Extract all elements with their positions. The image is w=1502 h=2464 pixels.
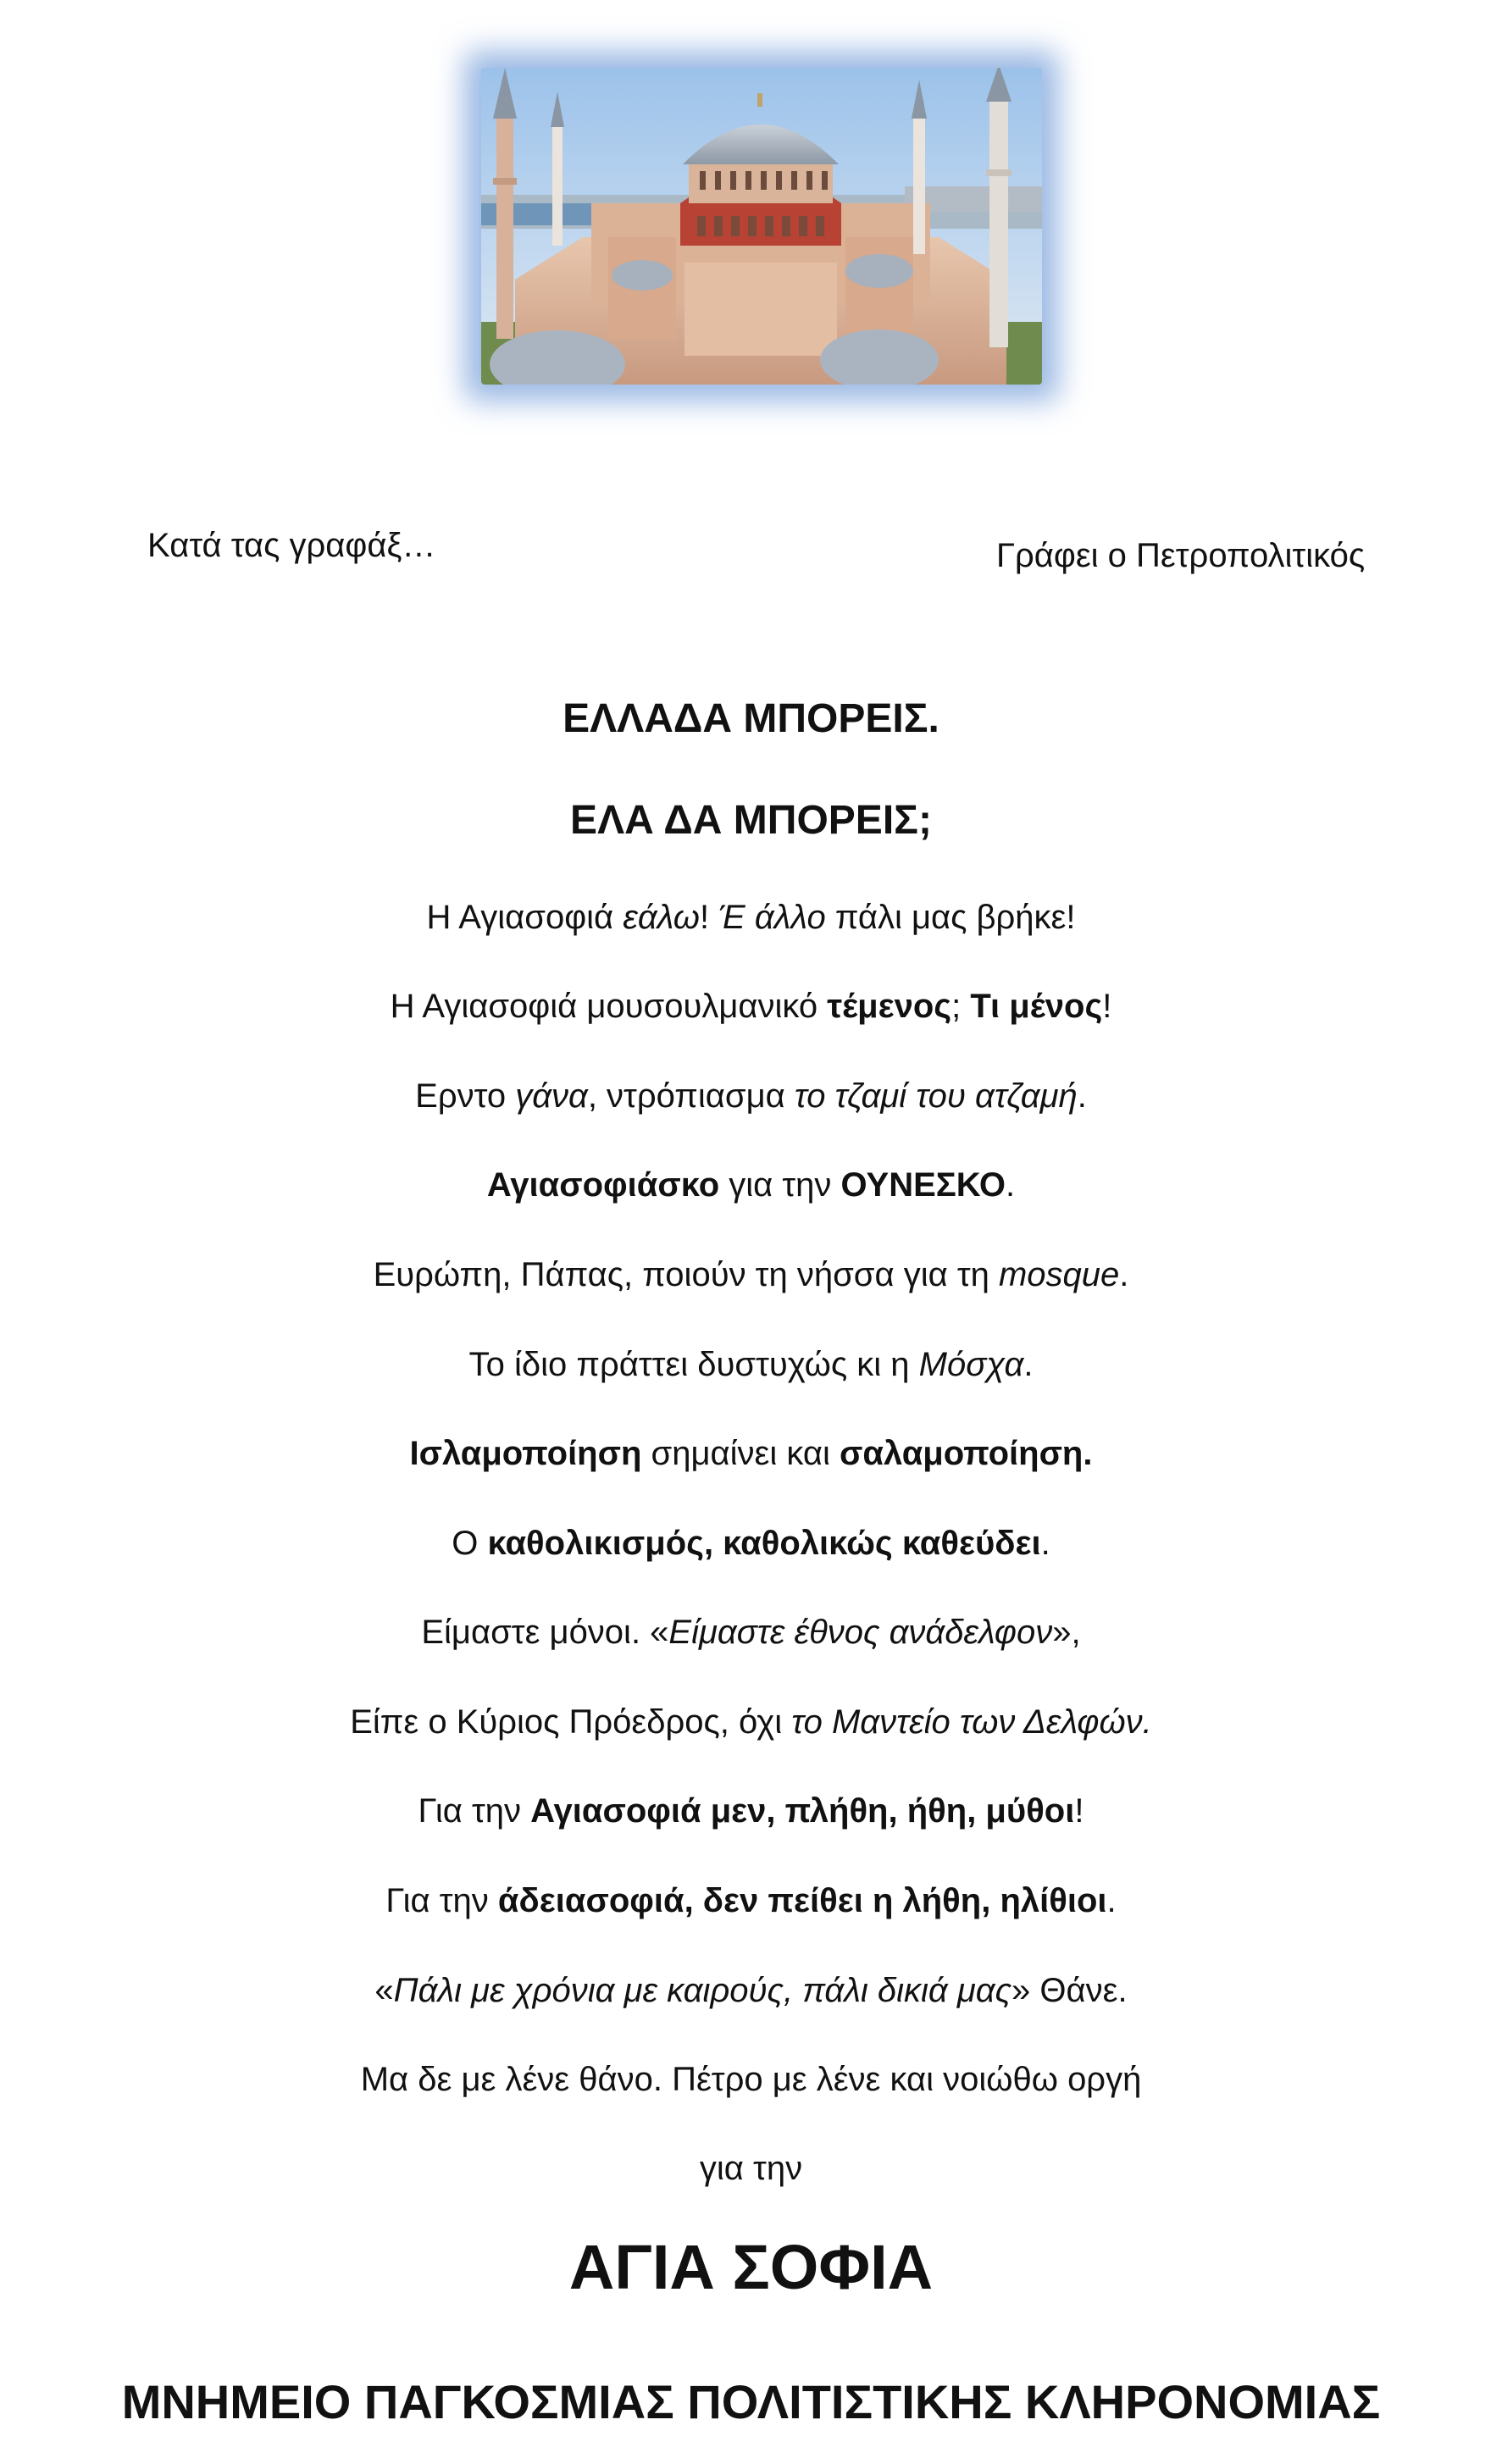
poem-line-3: Ερντο γάνα, ντρόπιασμα το τζαμί του ατζαμή. (415, 1077, 1087, 1115)
poem-line-12: Για την άδειασοφιά, δεν πείθει η λήθη, ηλίθιοι. (385, 1882, 1117, 1919)
poem-line-5: Ευρώπη, Πάπας, ποιούν τη νήσσα για τη mosque. (373, 1256, 1129, 1293)
caption-right: Γράφει ο Πετροπολιτικός (996, 537, 1366, 574)
hagia-sophia-illustration (481, 68, 1042, 385)
heading-ela-da-mporeis: ΕΛΑ ΔΑ ΜΠΟΡΕΙΣ; (570, 798, 932, 843)
poem-line-8: Ο καθολικισμός, καθολικώς καθεύδει. (452, 1525, 1050, 1562)
title-agia-sofia: ΑΓΙΑ ΣΟΦΙΑ (568, 2232, 934, 2302)
heading-ellada-mporeis: ΕΛΛΑΔΑ ΜΠΟΡΕΙΣ. (563, 696, 939, 741)
poem-line-7: Ισλαμοποίηση σημαίνει και σαλαμοποίηση. (409, 1435, 1093, 1472)
hagia-sophia-photo (481, 68, 1042, 385)
poem-line-4: Αγιασοφιάσκο για την ΟΥΝΕΣΚΟ. (486, 1166, 1016, 1204)
poem-line-11: Για την Αγιασοφιά μεν, πλήθη, ήθη, μύθοι! (418, 1792, 1084, 1830)
poem-line-13: «Πάλι με χρόνια με καιρούς, πάλι δικιά μας» Θάνε. (374, 1972, 1128, 2009)
footer-heading: ΜΝΗΜΕΙΟ ΠΑΓΚΟΣΜΙΑΣ ΠΟΛΙΤΙΣΤΙΚΗΣ ΚΛΗΡΟΝΟΜΙΑΣ (121, 2375, 1381, 2428)
poem-line-9: Είμαστε μόνοι. «Είμαστε έθνος ανάδελφον», (421, 1614, 1081, 1651)
caption-left: Κατά τας γραφάξ… (147, 527, 436, 564)
poem-line-1: Η Αγιασοφιά εάλω! Έ άλλο πάλι μας βρήκε! (426, 899, 1076, 936)
poem-line-10: Είπε ο Κύριος Πρόεδρος, όχι το Μαντείο των Δελφών. (350, 1703, 1152, 1741)
poem-line-15: για την (699, 2150, 803, 2187)
poem-line-14: Μα δε με λένε θάνο. Πέτρο με λένε και νοιώθω οργή (360, 2061, 1142, 2098)
poem-line-2: Η Αγιασοφιά μουσουλμανικό τέμενος; Τι μένος! (390, 988, 1112, 1025)
poem-line-6: Το ίδιο πράττει δυστυχώς κι η Μόσχα. (468, 1346, 1034, 1383)
